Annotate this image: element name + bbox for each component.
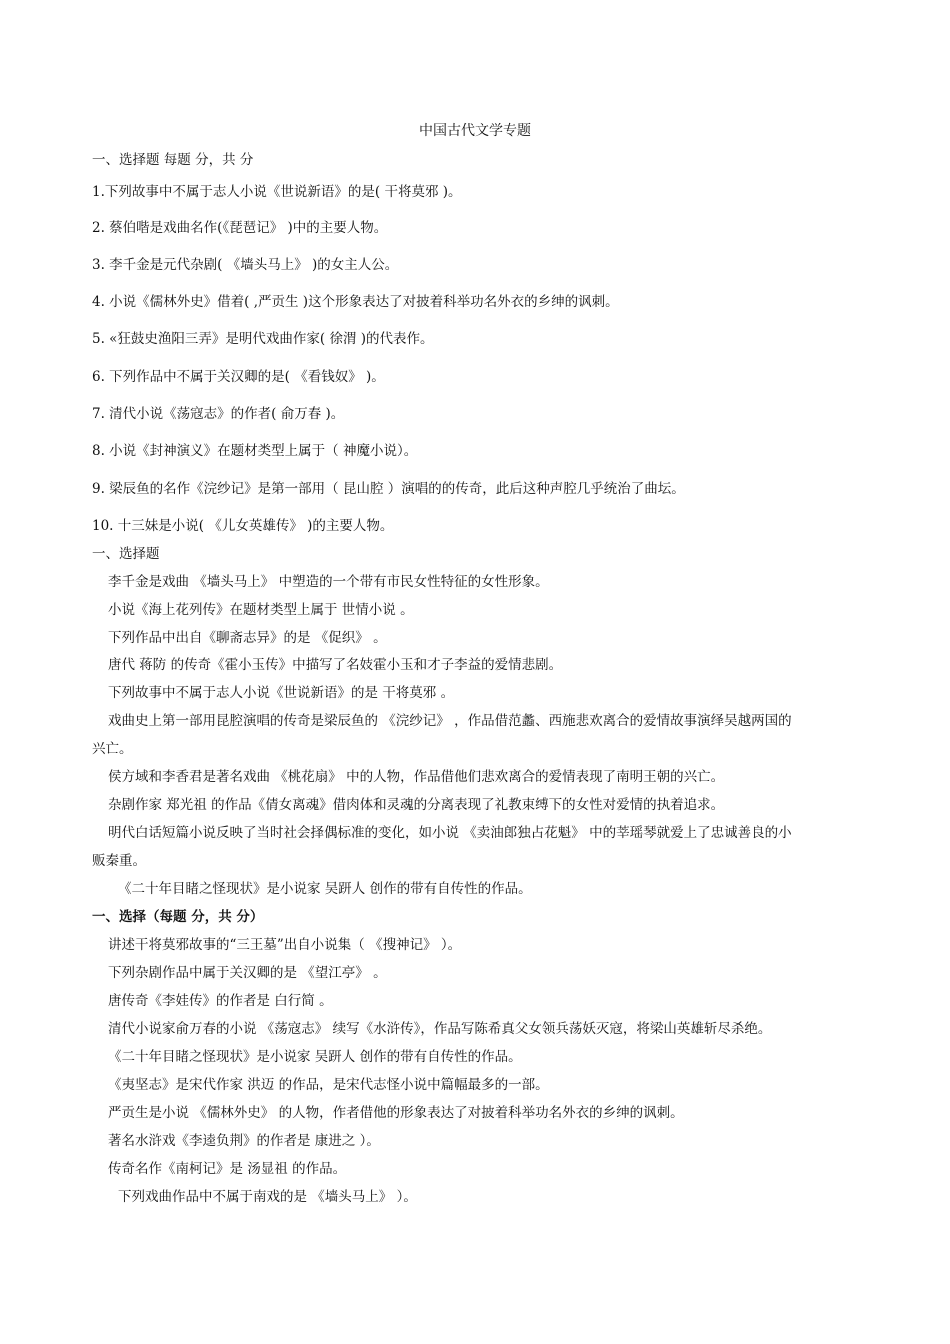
section3-line-4: 清代小说家俞万春的小说 《荡寇志》 续写《水浒传》，作品写陈希真父女领兵荡妖灭寇，将梁山英雄斩尽杀绝。	[108, 1021, 772, 1037]
section3-line-8: 著名水浒戏《李逵负荆》的作者是 康进之 ）。	[108, 1133, 380, 1149]
section1-question-8: 8. 小说《封神演义》在题材类型上属于（ 神魔小说）。	[92, 443, 418, 459]
section2-line-8: 杂剧作家 郑光祖 的作品《倩女离魂》借肉体和灵魂的分离表现了礼教束缚下的女性对爱情的执着追求。	[108, 797, 725, 813]
section1-question-9: 9. 梁辰鱼的名作《浣纱记》是第一部用（ 昆山腔 ）演唱的的传奇，此后这种声腔几乎统治了曲坛。	[92, 481, 685, 497]
section1-question-3: 3. 李千金是元代杂剧( 《墙头马上》 )的女主人公。	[92, 257, 399, 273]
section1-question-2: 2. 蔡伯喈是戏曲名作(《琵琶记》 )中的主要人物。	[92, 220, 388, 236]
section3-line-1: 讲述干将莫邪故事的“三王墓”出自小说集（ 《搜神记》 ）。	[108, 937, 462, 953]
section3-line-6: 《夷坚志》是宋代作家 洪迈 的作品，是宋代志怪小说中篇幅最多的一部。	[108, 1077, 549, 1093]
section2-line-1: 李千金是戏曲 《墙头马上》 中塑造的一个带有市民女性特征的女性形象。	[108, 574, 549, 590]
section3-line-2: 下列杂剧作品中属于关汉卿的是 《望江亭》 。	[108, 965, 387, 981]
section2-line-5: 下列故事中不属于志人小说《世说新语》的是 干将莫邪 。	[108, 685, 455, 701]
section3-heading: 一、选择（每题 分，共 分）	[92, 909, 264, 925]
section1-question-7: 7. 清代小说《荡寇志》的作者( 俞万春 )。	[92, 406, 345, 422]
section3-line-5: 《二十年目睹之怪现状》是小说家 吴趼人 创作的带有自传性的作品。	[108, 1049, 522, 1065]
section3-line-10: 下列戏曲作品中不属于南戏的是 《墙头马上》 ）。	[118, 1189, 417, 1205]
section3-line-7: 严贡生是小说 《儒林外史》 的人物，作者借他的形象表达了对披着科举功名外衣的乡绅的讽刺。	[108, 1105, 684, 1121]
section2-line-2: 小说《海上花列传》在题材类型上属于 世情小说 。	[108, 602, 414, 618]
section2-line-6-cont: 兴亡。	[92, 741, 133, 757]
section2-line-6: 戏曲史上第一部用昆腔演唱的传奇是梁辰鱼的 《浣纱记》 ，作品借范蠡、西施悲欢离合的爱情故事演绎吴越两国的	[108, 713, 792, 729]
section2-line-9: 明代白话短篇小说反映了当时社会择偶标准的变化，如小说 《卖油郎独占花魁》 中的莘瑶琴就爱上了忠诚善良的小	[108, 825, 792, 841]
section1-question-6: 6. 下列作品中不属于关汉卿的是( 《看钱奴》 )。	[92, 369, 385, 385]
section3-line-9: 传奇名作《南柯记》是 汤显祖 的作品。	[108, 1161, 347, 1177]
section1-heading: 一、选择题 每题 分，共 分	[92, 152, 254, 168]
section2-heading: 一、选择题	[92, 546, 160, 562]
section1-question-5: 5. «狂鼓史渔阳三弄》是明代戏曲作家( 徐渭 )的代表作。	[92, 331, 434, 347]
section1-question-10: 10. 十三妹是小说( 《儿女英雄传》 )的主要人物。	[92, 518, 394, 534]
section1-question-4: 4. 小说《儒林外史》借着( ,严贡生 )这个形象表达了对披着科举功名外衣的乡绅的讽刺。	[92, 294, 619, 310]
section2-line-3: 下列作品中出自《聊斋志异》的是 《促织》 。	[108, 630, 387, 646]
section2-line-4: 唐代 蒋防 的传奇《霍小玉传》中描写了名妓霍小玉和才子李益的爱情悲剧。	[108, 657, 563, 673]
section2-line-7: 侯方域和李香君是著名戏曲 《桃花扇》 中的人物，作品借他们悲欢离合的爱情表现了南明王朝的兴亡。	[108, 769, 725, 785]
section3-line-3: 唐传奇《李娃传》的作者是 白行简 。	[108, 993, 333, 1009]
section1-question-1: 1.下列故事中不属于志人小说《世说新语》的是( 干将莫邪 )。	[92, 184, 462, 200]
section2-line-10: 《二十年目睹之怪现状》是小说家 吴趼人 创作的带有自传性的作品。	[118, 881, 532, 897]
page-title: 中国古代文学专题	[419, 123, 531, 139]
section2-line-9-cont: 贩秦重。	[92, 853, 146, 869]
